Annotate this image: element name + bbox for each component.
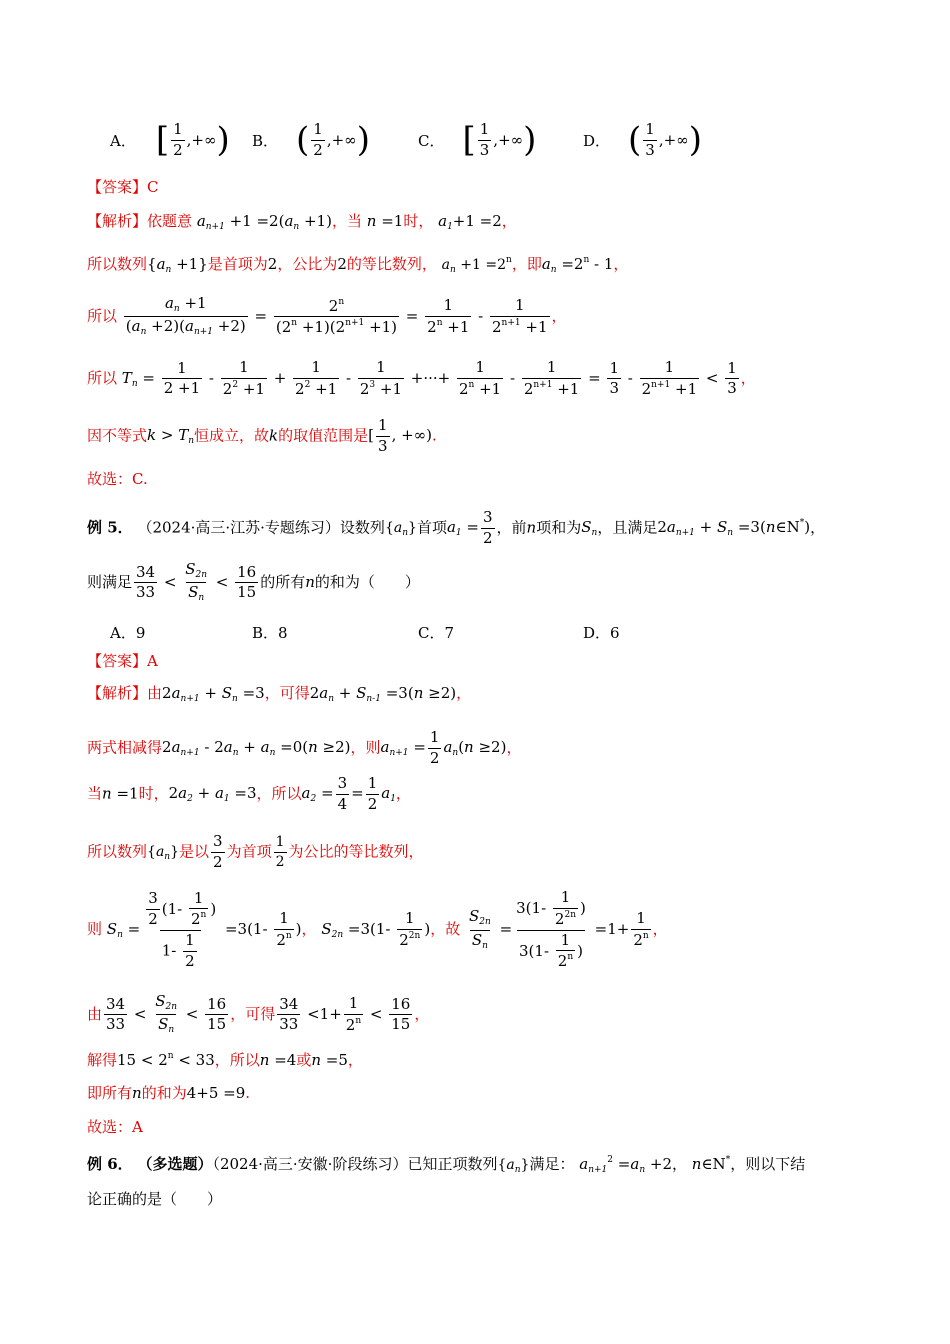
q6-stem-line-1: 例 6． （多选题）（2024·高三·安徽·阶段练习）已知正项数列$\{a_n\}$满足： $a_{n+1}^2 =a_n +2$， n∈N*，则以下结 bbox=[87, 1155, 806, 1175]
q4-sol-line-5: 因不等式$k > T_n$恒成立，故k的取值范围是[ $\frac{1}{3}$ , +∞). bbox=[87, 416, 437, 455]
q5-option-d[interactable]: D． 6 bbox=[583, 623, 620, 642]
q5-sol-line-2: 两式相减得$2a_{n+1} - 2a_n + a_n =0(n \ge 2)$，则$a_{n+1}$ = $\frac{1}{2}$ $a_n(n \ge 2)$， bbox=[87, 728, 522, 767]
q5-sol-line-6: 由 $\frac{34}{33}$ < $\frac{S_{2n}}{S_n}$ < $\frac{16}{15}$ ，可得 $\frac{34}{33}$ <1+ $\frac{1}{2^n}$ < $\frac{16}{15}$ ， bbox=[87, 992, 430, 1036]
q5-sol-line-3: 当n =1时，$2a_2 + a_1 =3$，所以$a_2$ = $\frac{3}{4}$ = $\frac{1}{2}$ $a_1$， bbox=[87, 774, 411, 813]
q4-answer: 【答案】C bbox=[87, 178, 159, 196]
q5-sol-line-1: 【解析】由$2a_{n+1} + S_n =3$，可得$2a_n + S_{n-1} =3(n \ge 2)$， bbox=[87, 684, 472, 704]
q4-sol-line-2: 所以数列$\{a_n +1\}$是首项为2，公比为2的等比数列， $a_n +1 =2^n$，即$a_n =2^n - 1$， bbox=[87, 255, 629, 275]
q5-option-b[interactable]: B． 8 bbox=[252, 623, 288, 642]
q5-option-c[interactable]: C． 7 bbox=[418, 623, 455, 642]
q5-answer: 【答案】A bbox=[87, 652, 158, 670]
q4-sol-line-4: 所以 $T_n$ = $\frac{1}{2 +1}$ - $\frac{1}{2^2 +1}$ + $\frac{1}{2^2 +1}$ - $\frac{1}{2^3 +1}$ +···+ $\frac{1}{2^n +1}$ - $\frac{1}{2^{n+1} +1}$ = $\frac{1}{3}$ - $\frac{1}{2^{n+1} +1}$ < $\frac{1}{3}$ ， bbox=[87, 358, 756, 398]
q6-stem-line-2: 论正确的是（ ） bbox=[87, 1190, 223, 1208]
q5-sol-line-9: 故选：A bbox=[87, 1118, 143, 1136]
q4-sol-line-6: 故选：C. bbox=[87, 470, 148, 488]
q5-stem-line-1: 例 5． （2024·高三·江苏·专题练习）设数列$\{a_n\}$首项$a_1$ = $\frac{3}{2}$ ，前n项和为$S_n$，且满足$2a_{n+1} + S_n$ =3(n∈N*)， bbox=[87, 508, 826, 547]
q5-sol-line-5: 则 $S_n$ = $\frac{3}{2}$ (1- $\frac{1}{2^n}$ ) 1- $\frac{1}{2}$ =3(1- $\frac{1}{2^n}$ )， $S_{2n} =3(1-$ $\frac{1}{2^{2n}}$ )，故 $\frac{S_{2n}}{S_n}$ = 3(1- $\frac{1}{2^{2n}}$ ) 3(1- $\frac{1}{2^n}$ ) =1+ $\frac{1}{2^n}$ ， bbox=[87, 888, 668, 971]
option-d[interactable]: D． ( $\frac{1}{3}$ ,+∞ ) bbox=[583, 120, 702, 161]
q5-stem-line-2: 则满足 $\frac{34}{33}$ < $\frac{S_{2n}}{S_n}$ < $\frac{16}{15}$ 的所有n的和为（ ） bbox=[87, 560, 420, 604]
q5-sol-line-7: 解得$15 < 2^n < 33$，所以n =4或n =5， bbox=[87, 1051, 363, 1069]
q5-sol-line-4: 所以数列$\{a_n\}$是以 $\frac{3}{2}$ 为首项 $\frac{1}{2}$ 为公比的等比数列， bbox=[87, 832, 424, 871]
option-b[interactable]: B． ( $\frac{1}{2}$ ,+∞ ) bbox=[252, 120, 370, 161]
q5-option-a[interactable]: A． 9 bbox=[110, 623, 146, 642]
option-a[interactable]: A． [ $\frac{1}{2}$ ,+∞ ) bbox=[110, 120, 230, 161]
option-c[interactable]: C． [ $\frac{1}{3}$ ,+∞ ) bbox=[418, 120, 537, 161]
q5-sol-line-8: 即所有n的和为4+5 =9. bbox=[87, 1084, 251, 1102]
q4-sol-line-1: 【解析】依题意 $a_{n+1} +1 =2(a_n +1)$，当 n =1时， $a_1+1 =2$， bbox=[87, 212, 517, 232]
q4-sol-line-3: 所以 $\frac{a_n +1}{(a_n +2)(a_{n+1} +2)}$ = $\frac{2^n}{(2^n +1)(2^{n+1} +1)}$ = $\frac{1}{2^n +1}$ - $\frac{1}{2^{n+1} +1}$ ， bbox=[87, 294, 567, 338]
